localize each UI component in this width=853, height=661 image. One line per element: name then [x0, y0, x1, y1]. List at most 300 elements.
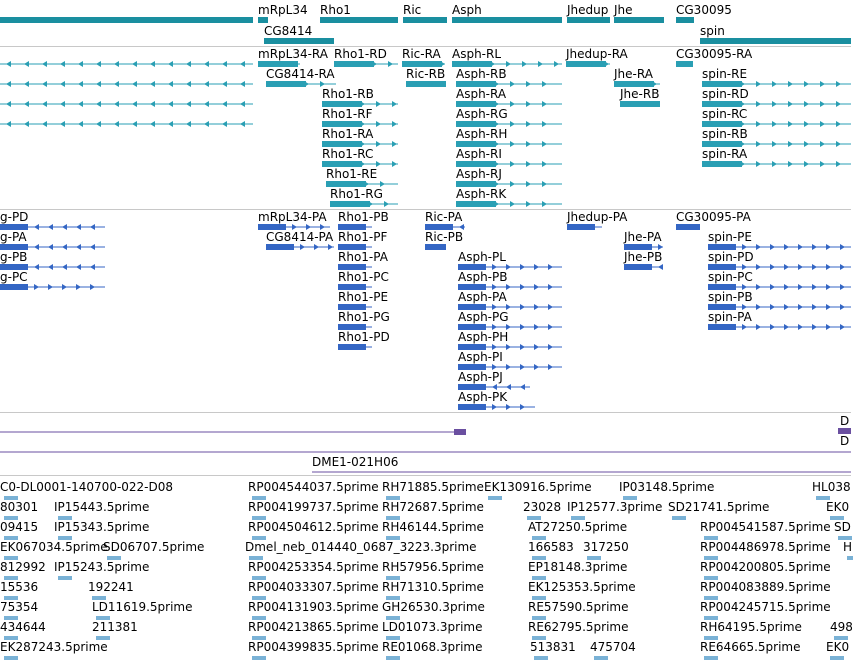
- feature-label[interactable]: Jhe-RB: [620, 87, 660, 101]
- strand-arrow: [114, 81, 119, 87]
- strand-arrow: [222, 101, 227, 107]
- strand-arrow: [510, 181, 515, 187]
- strand-arrow: [798, 324, 803, 330]
- est-feature[interactable]: [672, 516, 686, 520]
- feature-label[interactable]: 09415: [0, 520, 39, 534]
- strand-arrow: [376, 141, 381, 147]
- strand-arrow: [770, 324, 775, 330]
- strand-arrow: [60, 81, 65, 87]
- strand-arrow: [798, 284, 803, 290]
- feature-label[interactable]: Asph-RA: [456, 87, 507, 101]
- feature-label[interactable]: 513831: [530, 640, 576, 654]
- strand-arrow: [34, 284, 39, 290]
- gene-model[interactable]: [264, 38, 334, 44]
- strand-arrow: [34, 244, 39, 250]
- feature-label[interactable]: 80301: [0, 500, 39, 514]
- feature-label[interactable]: Rho1-PB: [338, 210, 389, 224]
- feature-label[interactable]: CG30095-PA: [676, 210, 751, 224]
- strand-arrow: [78, 101, 83, 107]
- gene-model[interactable]: [567, 17, 610, 23]
- feature-label[interactable]: Rho1-PD: [338, 330, 390, 344]
- feature-label[interactable]: D: [840, 434, 850, 448]
- strand-arrow: [538, 61, 543, 67]
- strand-arrow: [48, 224, 53, 230]
- feature-label[interactable]: Rho1-PG: [338, 310, 390, 324]
- gene-model[interactable]: [614, 17, 664, 23]
- feature-label[interactable]: 166583: [528, 540, 574, 554]
- strand-arrow: [90, 224, 95, 230]
- feature-label[interactable]: RP004083889.5prime: [700, 580, 831, 594]
- strand-arrow: [62, 284, 67, 290]
- strand-arrow: [186, 121, 191, 127]
- est-feature[interactable]: [252, 656, 266, 660]
- strand-arrow: [784, 324, 789, 330]
- strand-arrow: [756, 121, 761, 127]
- strand-arrow: [836, 121, 841, 127]
- feature-label[interactable]: Rho1: [320, 3, 351, 17]
- feature-label[interactable]: Asph-RH: [456, 127, 508, 141]
- strand-arrow: [204, 101, 209, 107]
- feature-label[interactable]: spin: [700, 24, 725, 38]
- feature-label[interactable]: Jhe-PA: [624, 230, 662, 244]
- feature-label[interactable]: RP004486978.5prime: [700, 540, 831, 554]
- strand-arrow: [756, 101, 761, 107]
- feature-label[interactable]: IP15343.5prime: [54, 520, 150, 534]
- strand-arrow: [658, 264, 663, 270]
- strand-arrow: [804, 121, 809, 127]
- strand-arrow: [204, 81, 209, 87]
- feature-label[interactable]: EK067034.5prime: [0, 540, 108, 554]
- feature-label[interactable]: Asph-RB: [456, 67, 507, 81]
- est-feature[interactable]: [386, 656, 400, 660]
- feature-label[interactable]: EK0: [826, 500, 850, 514]
- feature-label[interactable]: Ric-RB: [406, 67, 446, 81]
- strand-arrow: [820, 81, 825, 87]
- est-feature[interactable]: [594, 656, 608, 660]
- feature-label[interactable]: HL038: [812, 480, 851, 494]
- strand-arrow: [304, 81, 309, 87]
- strand-arrow: [756, 161, 761, 167]
- feature-label[interactable]: spin-PE: [708, 230, 752, 244]
- feature-label[interactable]: CG30095-RA: [676, 47, 753, 61]
- feature-label[interactable]: Rho1-PA: [338, 250, 388, 264]
- strand-arrow: [534, 284, 539, 290]
- feature-label[interactable]: H: [843, 540, 853, 554]
- strand-arrow: [114, 121, 119, 127]
- gene-model[interactable]: [403, 17, 447, 23]
- feature-label[interactable]: IP12577.3prime: [567, 500, 663, 514]
- strand-arrow: [510, 81, 515, 87]
- strand-arrow: [168, 121, 173, 127]
- strand-arrow: [534, 324, 539, 330]
- strand-arrow: [820, 101, 825, 107]
- feature-label[interactable]: Asph-RG: [456, 107, 508, 121]
- strand-arrow: [114, 101, 119, 107]
- strand-arrow: [770, 304, 775, 310]
- feature-label[interactable]: Asph-PJ: [458, 370, 503, 384]
- strand-arrow: [756, 141, 761, 147]
- feature-label[interactable]: RE64665.5prime: [700, 640, 801, 654]
- clone-end[interactable]: [454, 429, 466, 435]
- feature-label[interactable]: Rho1-RB: [322, 87, 374, 101]
- strand-arrow: [836, 161, 841, 167]
- feature-label[interactable]: EP18148.3prime: [528, 560, 628, 574]
- strand-arrow: [826, 304, 831, 310]
- feature-label[interactable]: 475704: [590, 640, 636, 654]
- strand-arrow: [548, 364, 553, 370]
- feature-label[interactable]: RE01068.3prime: [382, 640, 483, 654]
- feature-label[interactable]: IP15243.5prime: [54, 560, 150, 574]
- strand-arrow: [34, 224, 39, 230]
- feature-label[interactable]: g-PB: [0, 250, 28, 264]
- feature-label[interactable]: D: [840, 414, 850, 428]
- est-feature[interactable]: [704, 656, 718, 660]
- feature-label[interactable]: GH26530.3prime: [382, 600, 485, 614]
- strand-arrow: [150, 61, 155, 67]
- feature-label[interactable]: Ric-PA: [425, 210, 463, 224]
- strand-arrow: [132, 61, 137, 67]
- strand-arrow: [520, 324, 525, 330]
- strand-arrow: [96, 121, 101, 127]
- feature-label[interactable]: RH46144.5prime: [382, 520, 484, 534]
- feature-label[interactable]: mRpL34-PA: [258, 210, 327, 224]
- strand-arrow: [784, 304, 789, 310]
- feature-label[interactable]: Asph-RJ: [456, 167, 502, 181]
- strand-arrow: [548, 304, 553, 310]
- feature-label[interactable]: RP004504612.5prime: [248, 520, 379, 534]
- feature-label[interactable]: RH57956.5prime: [382, 560, 484, 574]
- gene-model[interactable]: [700, 38, 851, 44]
- feature-label[interactable]: RH64195.5prime: [700, 620, 802, 634]
- feature-label[interactable]: IP15443.5prime: [54, 500, 150, 514]
- strand-arrow: [520, 364, 525, 370]
- strand-arrow: [784, 284, 789, 290]
- feature-label[interactable]: Jhedup-RA: [566, 47, 628, 61]
- feature-label[interactable]: Rho1-RF: [322, 107, 373, 121]
- feature-label[interactable]: EK125353.5prime: [528, 580, 636, 594]
- feature-label[interactable]: 498: [830, 620, 853, 634]
- strand-arrow: [42, 101, 47, 107]
- strand-arrow: [368, 201, 373, 207]
- strand-arrow: [42, 121, 47, 127]
- strand-arrow: [812, 304, 817, 310]
- strand-arrow: [6, 101, 11, 107]
- strand-arrow: [48, 284, 53, 290]
- strand-arrow: [150, 121, 155, 127]
- strand-arrow: [742, 324, 747, 330]
- feature-label[interactable]: Jhe-RA: [614, 67, 653, 81]
- feature-label[interactable]: Rho1-RA: [322, 127, 374, 141]
- feature-label[interactable]: SD: [834, 520, 851, 534]
- strand-arrow: [840, 324, 845, 330]
- feature-label[interactable]: IP03148.5prime: [619, 480, 715, 494]
- feature-label[interactable]: AT27250.5prime: [528, 520, 628, 534]
- strand-arrow: [510, 141, 515, 147]
- feature-label[interactable]: Asph: [452, 3, 482, 17]
- feature-label[interactable]: Rho1-RG: [330, 187, 383, 201]
- strand-arrow: [328, 244, 333, 250]
- strand-arrow: [520, 284, 525, 290]
- strand-arrow: [96, 101, 101, 107]
- feature-label[interactable]: SD21741.5prime: [668, 500, 770, 514]
- gene-model[interactable]: [258, 17, 268, 23]
- est-feature[interactable]: [847, 556, 853, 560]
- strand-arrow: [826, 244, 831, 250]
- strand-arrow: [798, 244, 803, 250]
- strand-arrow: [770, 244, 775, 250]
- feature-label[interactable]: g-PA: [0, 230, 27, 244]
- strand-arrow: [132, 121, 137, 127]
- strand-arrow: [798, 264, 803, 270]
- feature-label[interactable]: spin-PB: [708, 290, 753, 304]
- feature-label[interactable]: RE57590.5prime: [528, 600, 629, 614]
- feature-label[interactable]: RP004544037.5prime: [248, 480, 379, 494]
- feature-label[interactable]: 317250: [583, 540, 629, 554]
- strand-arrow: [48, 244, 53, 250]
- est-feature[interactable]: [534, 656, 548, 660]
- est-feature[interactable]: [830, 656, 844, 660]
- feature-label[interactable]: Ric-PB: [425, 230, 464, 244]
- feature-label[interactable]: Asph-RL: [452, 47, 502, 61]
- strand-arrow: [788, 121, 793, 127]
- strand-arrow: [526, 121, 531, 127]
- strand-arrow: [772, 81, 777, 87]
- feature-label[interactable]: 434644: [0, 620, 46, 634]
- strand-arrow: [542, 141, 547, 147]
- feature-label[interactable]: CG30095: [676, 3, 732, 17]
- feature-label[interactable]: Asph-PL: [458, 250, 506, 264]
- strand-arrow: [24, 61, 29, 67]
- strand-arrow: [78, 61, 83, 67]
- strand-arrow: [804, 81, 809, 87]
- feature-label[interactable]: mRpL34: [258, 3, 308, 17]
- feature-label[interactable]: CG8414-RA: [266, 67, 335, 81]
- strand-arrow: [168, 81, 173, 87]
- exon-block[interactable]: [676, 224, 700, 230]
- strand-arrow: [392, 141, 397, 147]
- strand-arrow: [826, 264, 831, 270]
- est-feature[interactable]: [58, 576, 72, 580]
- strand-arrow: [392, 121, 397, 127]
- feature-label[interactable]: Ric-RA: [402, 47, 441, 61]
- feature-label[interactable]: RH71885.5prime: [382, 480, 484, 494]
- strand-arrow: [548, 284, 553, 290]
- feature-label[interactable]: Asph-PG: [458, 310, 509, 324]
- strand-arrow: [520, 344, 525, 350]
- strand-arrow: [812, 244, 817, 250]
- feature-label[interactable]: Asph-PI: [458, 350, 503, 364]
- feature-label[interactable]: RP004131903.5prime: [248, 600, 379, 614]
- feature-label[interactable]: RH71310.5prime: [382, 580, 484, 594]
- strand-arrow: [820, 121, 825, 127]
- strand-arrow: [168, 101, 173, 107]
- gene-model[interactable]: [676, 17, 694, 23]
- strand-arrow: [770, 284, 775, 290]
- feature-label[interactable]: Asph-PA: [458, 290, 507, 304]
- feature-label[interactable]: Rho1-PC: [338, 270, 389, 284]
- strand-arrow: [90, 264, 95, 270]
- strand-arrow: [222, 61, 227, 67]
- strand-arrow: [392, 161, 397, 167]
- gene-model[interactable]: [320, 17, 398, 23]
- strand-arrow: [522, 61, 527, 67]
- strand-arrow: [510, 161, 515, 167]
- feature-label[interactable]: RE62795.5prime: [528, 620, 629, 634]
- feature-label[interactable]: EK287243.5prime: [0, 640, 108, 654]
- feature-label[interactable]: Jhedup: [567, 3, 609, 17]
- strand-arrow: [788, 81, 793, 87]
- feature-label[interactable]: spin-PD: [708, 250, 754, 264]
- strand-arrow: [826, 284, 831, 290]
- strand-arrow: [836, 101, 841, 107]
- feature-label[interactable]: spin-RB: [702, 127, 748, 141]
- strand-arrow: [34, 264, 39, 270]
- est-feature[interactable]: [4, 656, 18, 660]
- strand-arrow: [836, 81, 841, 87]
- strand-arrow: [60, 101, 65, 107]
- strand-arrow: [756, 284, 761, 290]
- feature-label[interactable]: g-PC: [0, 270, 28, 284]
- feature-label[interactable]: LD01073.3prime: [382, 620, 483, 634]
- feature-label[interactable]: C0-DL0001-140700-022-D08: [0, 480, 174, 494]
- strand-arrow: [548, 264, 553, 270]
- strand-arrow: [520, 404, 525, 410]
- strand-arrow: [756, 324, 761, 330]
- feature-label[interactable]: spin-RE: [702, 67, 748, 81]
- feature-label[interactable]: Jhedup-PA: [567, 210, 628, 224]
- feature-label[interactable]: spin-RA: [702, 147, 748, 161]
- strand-arrow: [804, 101, 809, 107]
- feature-label[interactable]: RP004200805.5prime: [700, 560, 831, 574]
- strand-arrow: [392, 101, 397, 107]
- est-feature[interactable]: [488, 496, 502, 500]
- strand-arrow: [204, 61, 209, 67]
- feature-label[interactable]: RP004213865.5prime: [248, 620, 379, 634]
- feature-label[interactable]: Rho1-PF: [338, 230, 388, 244]
- strand-arrow: [542, 161, 547, 167]
- strand-arrow: [150, 101, 155, 107]
- strand-arrow: [520, 264, 525, 270]
- feature-label[interactable]: SD06707.5prime: [103, 540, 205, 554]
- strand-arrow: [492, 404, 497, 410]
- feature-label[interactable]: Asph-RI: [456, 147, 502, 161]
- strand-arrow: [90, 284, 95, 290]
- gene-model[interactable]: [452, 17, 562, 23]
- strand-arrow: [300, 244, 305, 250]
- strand-arrow: [542, 181, 547, 187]
- feature-label[interactable]: Rho1-PE: [338, 290, 389, 304]
- strand-arrow: [6, 81, 11, 87]
- feature-label[interactable]: RH72687.5prime: [382, 500, 484, 514]
- feature-label[interactable]: EK130916.5prime: [484, 480, 592, 494]
- feature-label[interactable]: RP004541587.5prime: [700, 520, 831, 534]
- feature-label[interactable]: RP004199737.5prime: [248, 500, 379, 514]
- feature-label[interactable]: EK0: [826, 640, 850, 654]
- feature-label[interactable]: RP004245715.5prime: [700, 600, 831, 614]
- feature-label[interactable]: RP004033307.5prime: [248, 580, 379, 594]
- feature-label[interactable]: 211381: [92, 620, 138, 634]
- strand-arrow: [836, 141, 841, 147]
- feature-label[interactable]: Jhe-PB: [624, 250, 663, 264]
- strand-arrow: [510, 101, 515, 107]
- feature-label[interactable]: 192241: [88, 580, 134, 594]
- strand-arrow: [756, 244, 761, 250]
- feature-label[interactable]: g-PD: [0, 210, 29, 224]
- feature-label[interactable]: spin-RC: [702, 107, 748, 121]
- strand-arrow: [78, 81, 83, 87]
- strand-arrow: [534, 304, 539, 310]
- feature-label[interactable]: CG8414-PA: [266, 230, 334, 244]
- feature-label[interactable]: LD11619.5prime: [92, 600, 193, 614]
- strand-arrow: [48, 264, 53, 270]
- strand-arrow: [222, 81, 227, 87]
- strand-arrow: [820, 161, 825, 167]
- feature-label[interactable]: 812992: [0, 560, 46, 574]
- gene-model[interactable]: [0, 17, 253, 23]
- strand-arrow: [506, 364, 511, 370]
- feature-label[interactable]: RP004253354.5prime: [248, 560, 379, 574]
- feature-label[interactable]: mRpL34-RA: [258, 47, 328, 61]
- feature-label[interactable]: Rho1-RD: [334, 47, 387, 61]
- feature-label[interactable]: Rho1-RC: [322, 147, 374, 161]
- strand-arrow: [494, 201, 499, 207]
- strand-arrow: [840, 244, 845, 250]
- feature-label[interactable]: RP004399835.5prime: [248, 640, 379, 654]
- feature-label[interactable]: Asph-RK: [456, 187, 507, 201]
- strand-arrow: [784, 264, 789, 270]
- strand-arrow: [388, 61, 393, 67]
- strand-arrow: [42, 81, 47, 87]
- feature-label[interactable]: 15536: [0, 580, 39, 594]
- strand-arrow: [42, 61, 47, 67]
- strand-arrow: [740, 161, 745, 167]
- feature-label[interactable]: spin-PC: [708, 270, 753, 284]
- strand-arrow: [168, 61, 173, 67]
- strand-arrow: [62, 224, 67, 230]
- strand-arrow: [60, 121, 65, 127]
- feature-label[interactable]: Jhe: [614, 3, 633, 17]
- strand-arrow: [60, 61, 65, 67]
- strand-arrow: [840, 304, 845, 310]
- feature-label[interactable]: Rho1-RE: [326, 167, 378, 181]
- strand-arrow: [788, 101, 793, 107]
- strand-arrow: [372, 61, 377, 67]
- feature-label[interactable]: Dmel_neb_014440_0687_3223.3prime: [245, 540, 477, 554]
- strand-arrow: [812, 264, 817, 270]
- feature-label[interactable]: CG8414: [264, 24, 313, 38]
- strand-arrow: [96, 81, 101, 87]
- feature-label[interactable]: Ric: [403, 3, 422, 17]
- strand-arrow: [132, 81, 137, 87]
- feature-label[interactable]: DME1-021H06: [312, 455, 399, 469]
- strand-arrow: [772, 121, 777, 127]
- feature-label[interactable]: Asph-PK: [458, 390, 508, 404]
- strand-arrow: [542, 81, 547, 87]
- feature-label[interactable]: 23028: [523, 500, 562, 514]
- feature-label[interactable]: Asph-PH: [458, 330, 509, 344]
- feature-label[interactable]: spin-PA: [708, 310, 752, 324]
- feature-label[interactable]: spin-RD: [702, 87, 749, 101]
- feature-label[interactable]: Asph-PB: [458, 270, 508, 284]
- strand-arrow: [788, 141, 793, 147]
- strand-arrow: [604, 61, 609, 67]
- feature-label[interactable]: 75354: [0, 600, 39, 614]
- strand-arrow: [526, 101, 531, 107]
- strand-arrow: [186, 61, 191, 67]
- strand-arrow: [520, 384, 525, 390]
- strand-arrow: [24, 81, 29, 87]
- strand-arrow: [510, 121, 515, 127]
